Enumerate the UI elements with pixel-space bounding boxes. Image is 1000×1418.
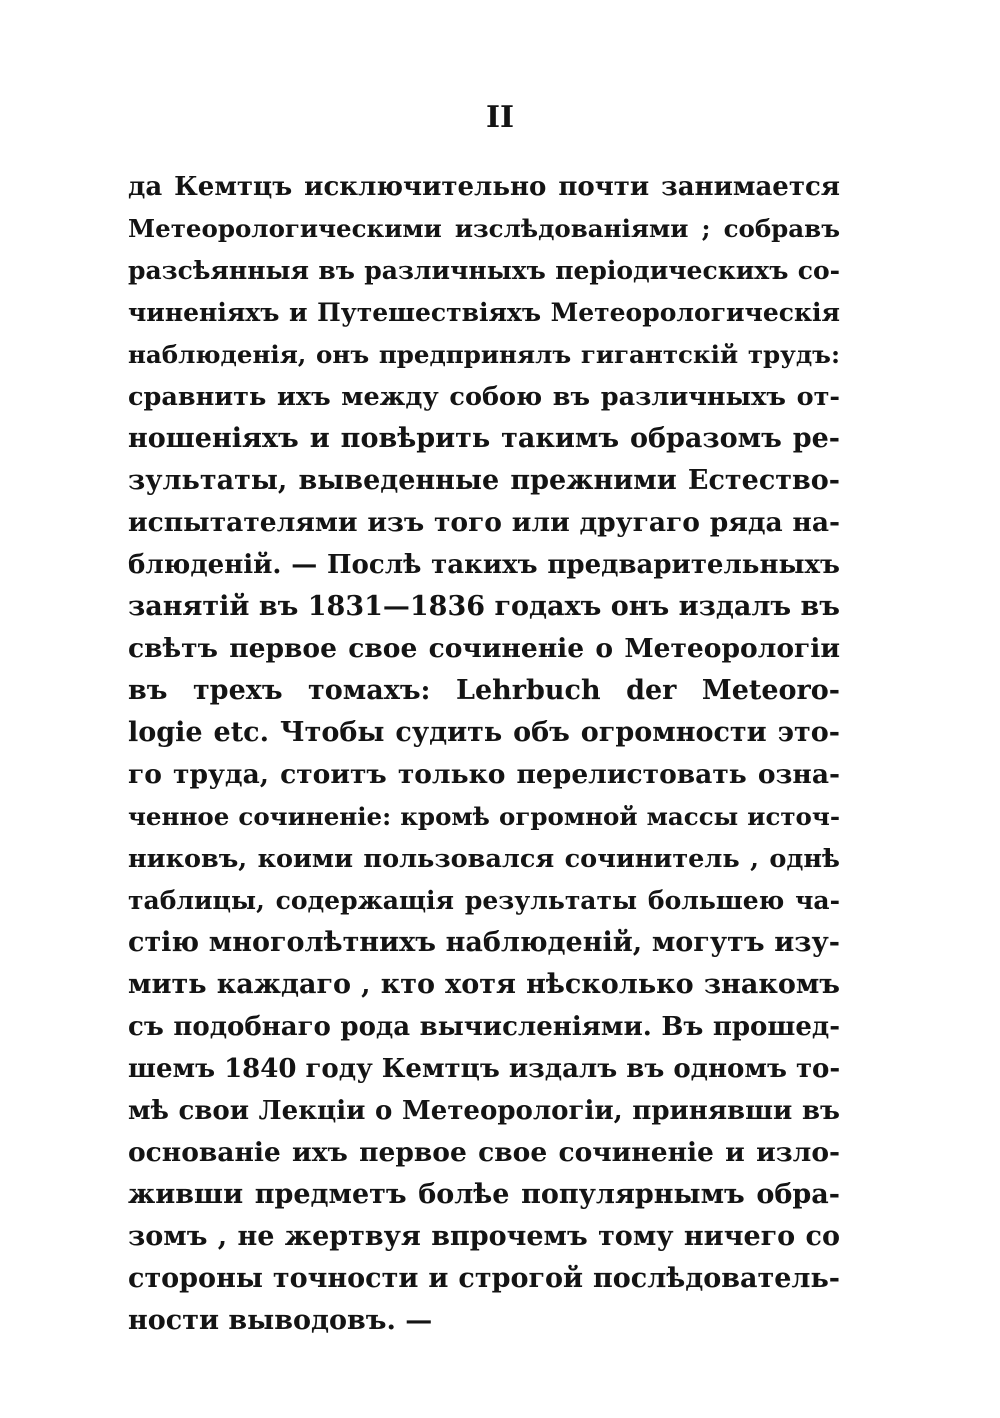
body-text <box>128 166 840 1342</box>
text-line: зомъ , не жертвуя впрочемъ тому ничего со <box>128 1221 840 1252</box>
text-line: шемъ 1840 году Кемтцъ издалъ въ одномъ то- <box>128 1054 841 1084</box>
text-line: чиненіяхъ и Путешествіяхъ Метеорологическія <box>128 298 840 327</box>
text-line: ности выводовъ. — <box>128 1305 433 1336</box>
text-line: да Кемтцъ исключительно почти занимается <box>128 172 840 202</box>
text-line: блюденій. — Послѣ такихъ предварительныхъ <box>128 550 840 580</box>
text-line: испытателями изъ того или другаго ряда на- <box>128 507 840 538</box>
text-line: Метеорологическими изслѣдованіями ; собравъ <box>128 214 840 243</box>
text-line: съ подобнаго рода вычисленіями. Въ прошед- <box>128 1012 840 1042</box>
text-line: никовъ, коими пользовался сочинитель , однѣ <box>128 844 840 874</box>
text-line: стороны точности и строгой послѣдователь- <box>128 1263 840 1294</box>
text-line: наблюденія, онъ предпринялъ гигантскій трудъ: <box>128 340 840 369</box>
text-line: зультаты, выведенные прежними Естество- <box>128 465 840 496</box>
text-line: въ трехъ томахъ: Lehrbuch der Meteoro- <box>128 675 840 706</box>
text-line: ношеніяхъ и повѣрить такимъ образомъ ре- <box>128 423 840 454</box>
text-line: разсѣянныя въ различныхъ періодическихъ со- <box>128 256 840 285</box>
text-line: основаніе ихъ первое свое сочиненіе и изло- <box>128 1137 840 1168</box>
text-line: ченное сочиненіе: кромѣ огромной массы источ- <box>128 802 840 831</box>
text-line: живши предметъ болѣе популярнымъ обра- <box>128 1179 840 1210</box>
page-number: II <box>485 100 515 135</box>
text-line: свѣтъ первое свое сочиненіе о Метеорологіи <box>128 633 840 664</box>
text-line: го труда, стоитъ только перелистовать озна- <box>128 759 840 790</box>
text-line: мить каждаго , кто хотя нѣсколько знакомъ <box>128 969 840 1000</box>
text-line: сравнить ихъ между собою въ различныхъ от- <box>128 382 840 412</box>
text-line: стію многолѣтнихъ наблюденій, могутъ изу- <box>128 927 840 958</box>
text-line: logie etc. Чтобы судить объ огромности это- <box>128 717 840 748</box>
text-line: занятій въ 1831—1836 годахъ онъ издалъ въ <box>128 591 840 622</box>
text-line: мѣ свои Лекціи о Метеорологіи, принявши въ <box>128 1096 840 1126</box>
text-line: таблицы, содержащія результаты большею ча- <box>128 886 840 915</box>
